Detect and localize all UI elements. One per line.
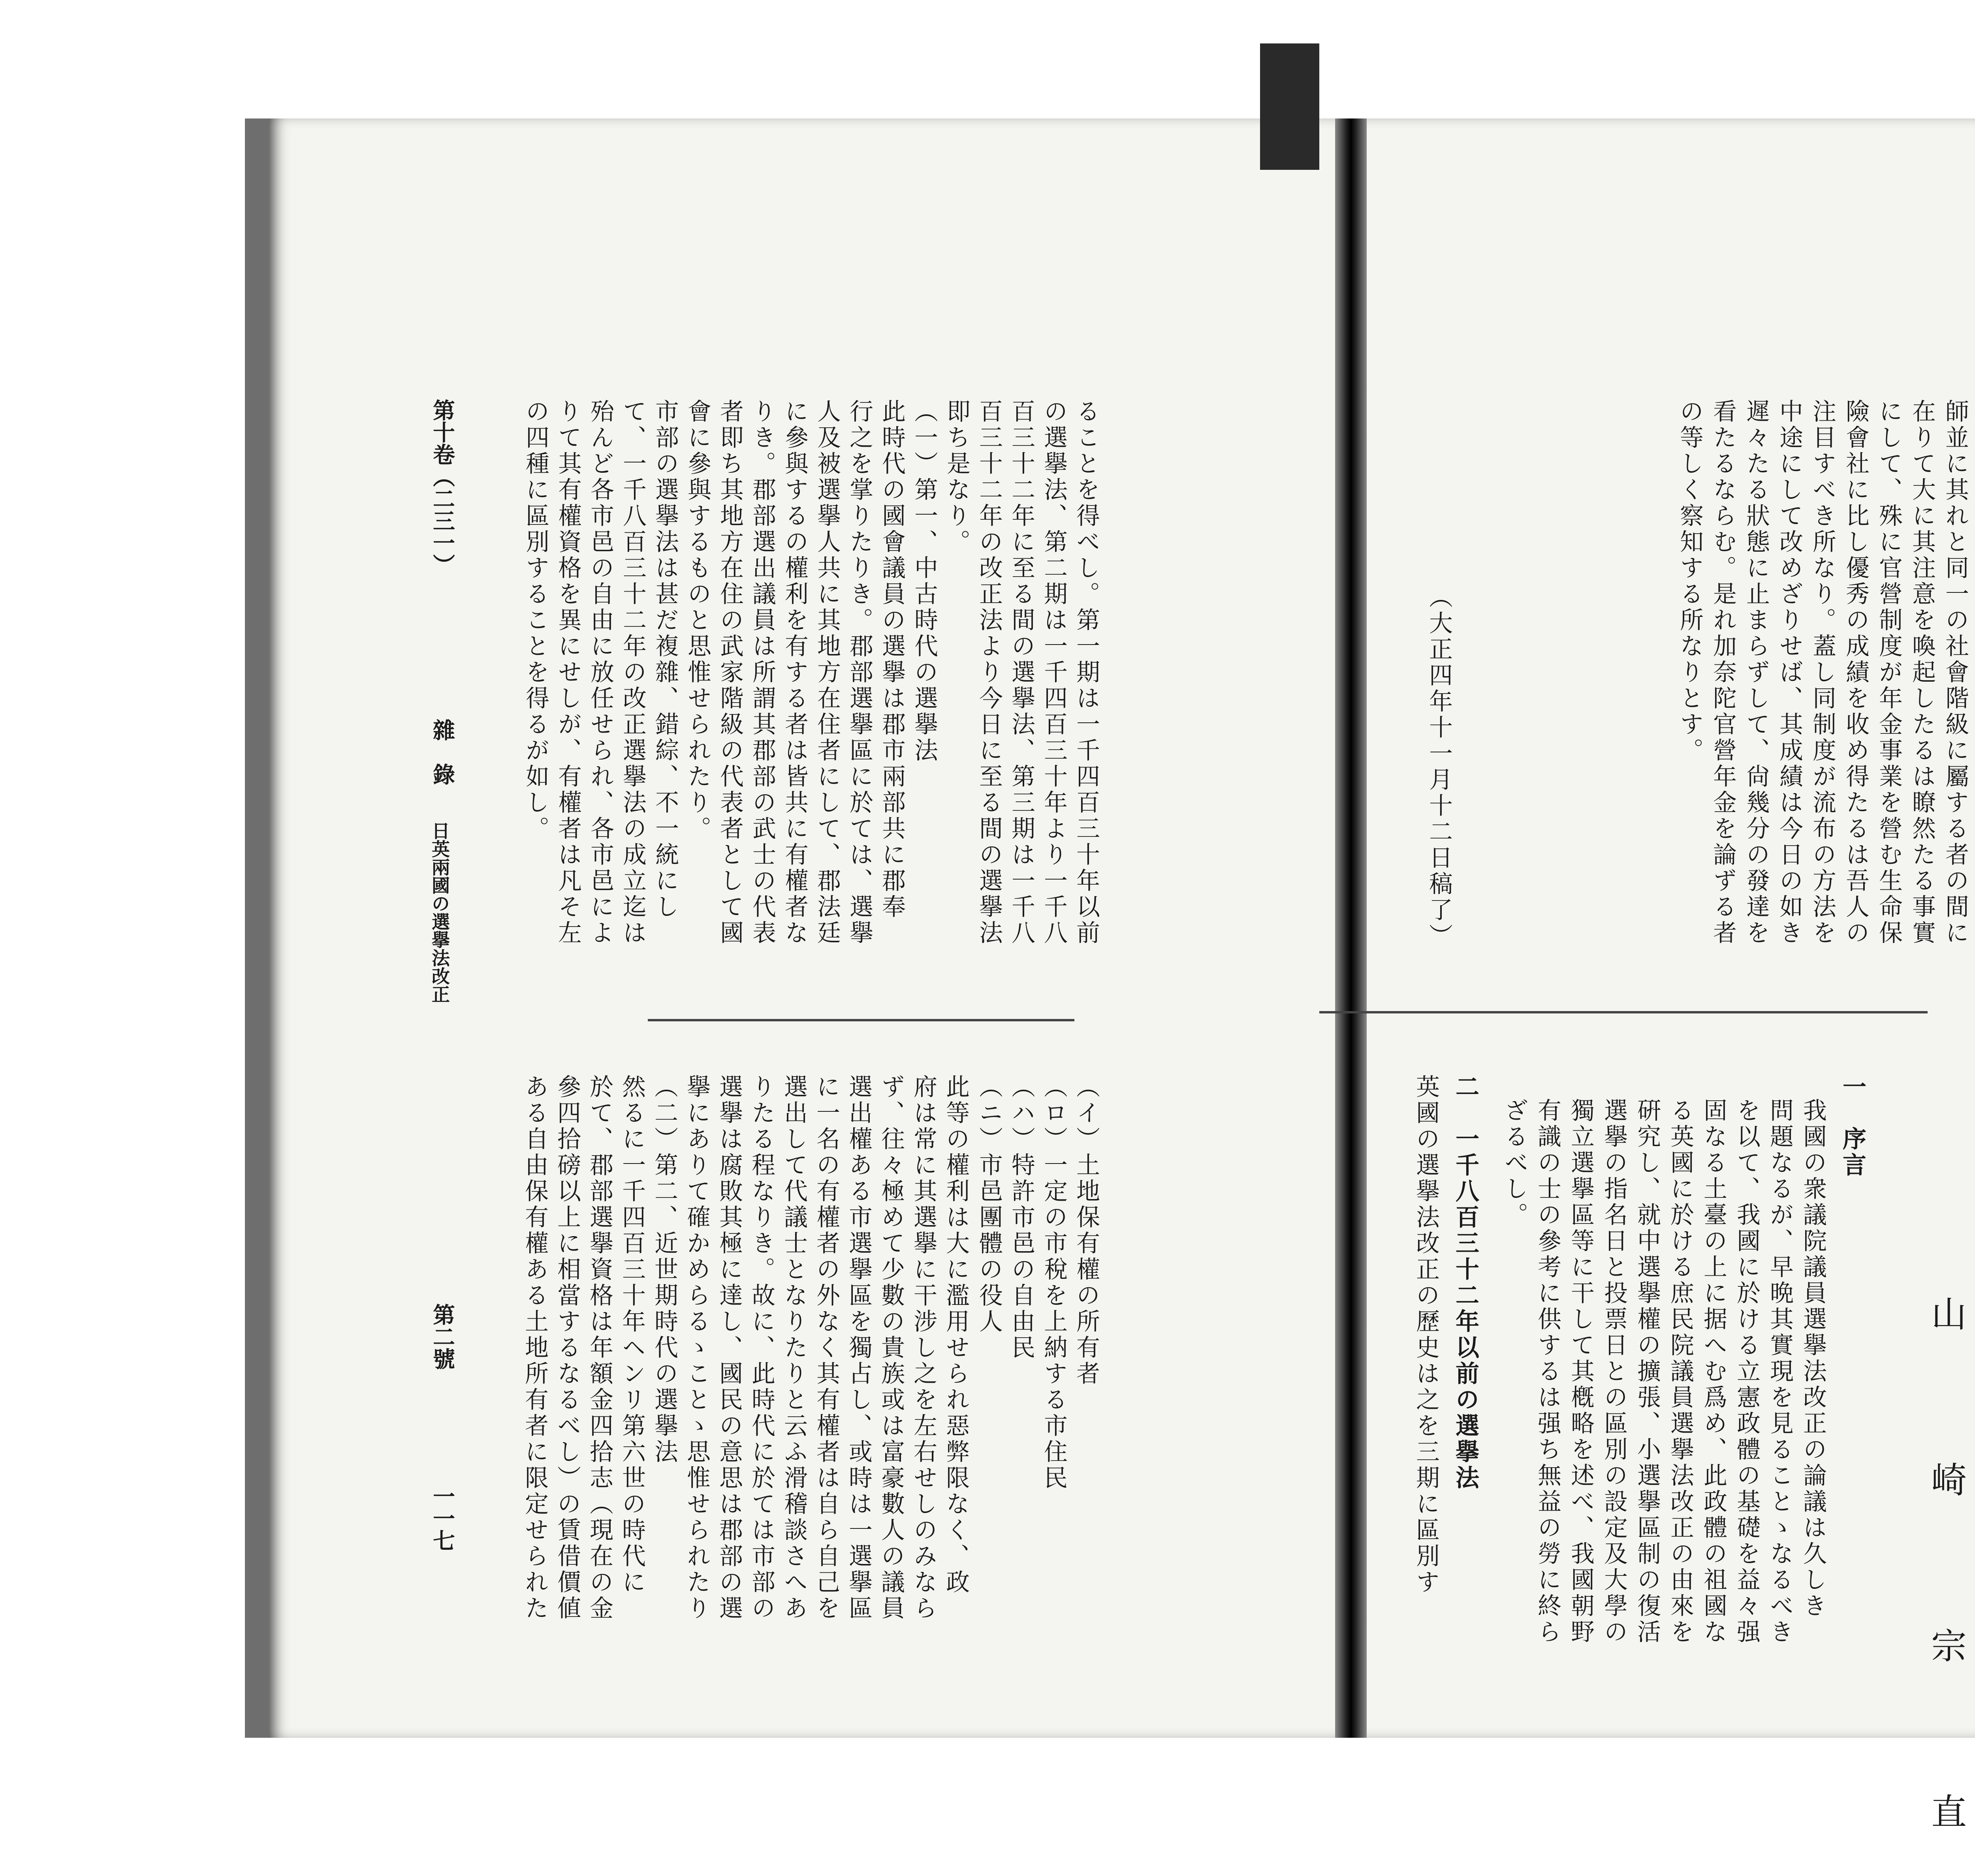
text-column: に一名の有權者の外なく其有權者は自ら自己を — [813, 1074, 840, 1622]
text-column: 府は常に其選擧に干涉し之を左右せしのみなら — [910, 1074, 937, 1622]
text-column: 人及被選擧人共に其地方在住者にして、郡法廷 — [813, 399, 841, 946]
text-column: りたる程なりき。故に、此時代に於ては市部の — [748, 1074, 775, 1622]
left-running-title: 日英兩國の選擧法改正 — [429, 821, 450, 1003]
text-column: 我國の衆議院議員選擧法改正の論議は久しき — [1799, 1098, 1827, 1619]
text-column: 百三十二年に至る間の選擧法、第三期は一千八 — [1008, 399, 1035, 946]
text-column: を以て、我國に於ける立憲政體の基礎を益々强 — [1733, 1098, 1761, 1645]
text-column: （二）第二、近世期時代の選擧法 — [651, 1074, 678, 1465]
left-page-number: 一一七 — [429, 1485, 455, 1551]
text-column: 擧にありて確かめらるゝことゝ思惟せられたり — [683, 1074, 711, 1622]
left-issue: 第二號 — [429, 1303, 455, 1370]
text-column: 遲々たる狀態に止まらずして、尙幾分の發達を — [1742, 399, 1770, 946]
text-column: 此等の權利は大に濫用せられ惡弊限なく、政 — [942, 1074, 970, 1596]
list-item: （ロ）一定の市稅を上納する市住民 — [1040, 1074, 1068, 1491]
dateline: （大正四年十一月十二日稿了） — [1425, 585, 1453, 949]
text-column: 看たるならむ。是れ加奈陀官營年金を論ずる者 — [1709, 399, 1737, 946]
text-column: の選擧法、第二期は一千四百三十年より一千八 — [1040, 399, 1068, 946]
text-column: 選出權ある市選擧區を獨占し、或時は一選擧區 — [845, 1074, 873, 1622]
text-column: りき。郡部選出議員は所謂其郡部の武士の代表 — [749, 399, 776, 946]
author-name: 山 崎 宗 直 — [1925, 1295, 1966, 1876]
text-column: 在りて大に其注意を喚起したるは瞭然たる事實 — [1908, 399, 1936, 946]
text-column: て、一千八百三十二年の改正選擧法の成立迄は — [619, 399, 647, 946]
text-column: 硏究し、就中選擧權の擴張、小選擧區制の復活 — [1633, 1098, 1661, 1645]
text-column: る英國に於ける庶民院議員選擧法改正の由來を — [1667, 1098, 1694, 1645]
list-item: （イ）土地保有權の所有者 — [1072, 1074, 1100, 1387]
text-column: 殆んど各市邑の自由に放任せられ、各市邑によ — [587, 399, 614, 946]
text-column: 者即ち其地方在住の武家階級の代表者として國 — [716, 399, 744, 946]
text-column: りて其有權資格を異にせしが、有權者は凡そ左 — [554, 399, 582, 946]
text-column: に參與するの權利を有する者は皆共に有權者な — [781, 399, 809, 946]
text-column: 固なる土臺の上に据へむ爲め、此政體の祖國な — [1700, 1098, 1727, 1645]
left-section-rule — [648, 1019, 1074, 1021]
text-column: ることを得べし。第一期は一千四百三十年以前 — [1072, 399, 1100, 946]
text-column: 市部の選擧法は甚だ複雜、錯綜、不一統にし — [651, 399, 679, 920]
text-column: 選擧の指名日と投票日との區別の設定及大學の — [1600, 1098, 1628, 1645]
text-column: 行之を掌りたりき。郡部選擧區に於ては、選擧 — [846, 399, 873, 946]
text-column: 百三十二年の改正法より今日に至る間の選擧法 — [975, 399, 1003, 946]
section-heading: 二 一千八百三十二年以前の選擧法 — [1452, 1074, 1479, 1491]
text-column: 英國の選擧法改正の歷史は之を三期に區別す — [1412, 1074, 1440, 1596]
text-column: 有識の士の參考に供するは强ち無益の勞に終ら — [1534, 1098, 1561, 1645]
bookmark-ribbon — [1260, 43, 1319, 170]
text-column: 問題なるが、早晩其實現を見ることゝなるべき — [1766, 1098, 1794, 1645]
list-item: （ハ）特許市邑の自由民 — [1008, 1074, 1035, 1361]
text-column: の等しく察知する所なりとす。 — [1676, 399, 1704, 764]
text-column: 獨立選擧區等に干して其槪略を述べ、我國朝野 — [1567, 1098, 1595, 1645]
list-item: （ニ）市邑團體の役人 — [975, 1074, 1003, 1335]
text-column: 師並に其れと同一の社會階級に屬する者の間に — [1941, 399, 1969, 946]
text-column: 注目すべき所なり。蓋し同制度が流布の方法を — [1809, 399, 1836, 946]
text-column: 會に參與するものと思惟せられたり。 — [684, 399, 711, 842]
text-column: （一）第一、中古時代の選擧法 — [910, 399, 938, 764]
left-header-section: 雜 錄 — [429, 719, 455, 785]
section-heading: 一 序言 — [1839, 1074, 1866, 1179]
right-section-rule — [1319, 1011, 1928, 1013]
text-column: 險會社に比し優秀の成績を收め得たるは吾人の — [1842, 399, 1870, 946]
text-column: にして、殊に官營制度が年金事業を營む生命保 — [1875, 399, 1903, 946]
text-column: 選擧は腐敗其極に達し、國民の意思は郡部の選 — [715, 1074, 743, 1622]
text-column: 參四拾磅以上に相當するなるべし）の賃借價値 — [553, 1074, 581, 1622]
text-column: 中途にして改めざりせば、其成績は今日の如き — [1776, 399, 1803, 946]
text-column: 此時代の國會議員の選擧は郡市兩部共に郡奉 — [878, 399, 906, 920]
text-column: ざるべし。 — [1501, 1098, 1528, 1228]
book-gutter — [1335, 118, 1367, 1738]
left-header-vol: 第十卷（二三一） — [429, 399, 455, 576]
text-column: ず、往々極めて少數の貴族或は富豪數人の議員 — [877, 1074, 905, 1622]
text-column: 即ち是なり。 — [943, 399, 971, 555]
text-column: 然るに一千四百三十年ヘンリ第六世の時代に — [618, 1074, 646, 1596]
text-column: ある自由保有權ある土地所有者に限定せられた — [521, 1074, 549, 1622]
text-column: の四種に區別することを得るが如し。 — [522, 399, 549, 842]
text-column: 選出して代議士となりたりと云ふ滑稽談さへあ — [780, 1074, 808, 1622]
text-column: 於て、郡部選擧資格は年額金四拾志（現在の金 — [586, 1074, 613, 1622]
